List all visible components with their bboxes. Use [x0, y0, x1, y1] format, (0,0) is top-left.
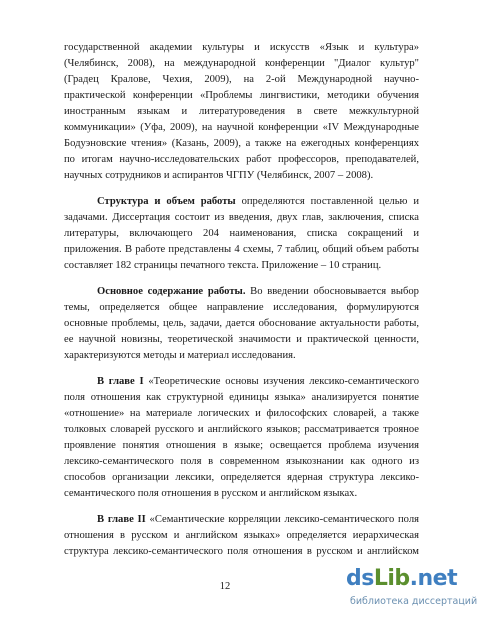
logo-lib: Lib [373, 566, 410, 591]
paragraph-lead: Структура и объем работы [97, 196, 236, 207]
text-line: приложения. В работе представлены 4 схемы, 7 таблиц, общий объем работы [64, 244, 419, 255]
text-line: проявление понятия отношения в языке; освещается проблема изучения [64, 440, 419, 451]
logo-ds: ds [346, 566, 374, 591]
text-line: государственной академии культуры и искусств «Язык и культура» [64, 42, 419, 53]
text-line: толковых словарей русского и английского языков; рассматривается трояное [64, 424, 419, 435]
paragraph-conferences [64, 40, 419, 184]
text-line: структура лексико-семантического поля отношения в русском и английском [64, 546, 419, 557]
text-line [64, 512, 419, 528]
text-line: характеризуются методы и материал исследования. [64, 350, 296, 361]
text-line: поля отношения как структурной единицы языка» анализируется понятие [64, 392, 419, 403]
text-line: литературы, включающего 204 наименования, списка сокращений и [64, 228, 419, 239]
text-line: иностранным языкам и литературоведения в свете межкультурной [64, 106, 419, 117]
text-line [64, 374, 419, 390]
dslib-logo [346, 565, 458, 593]
text-run: определяются поставленной целью и [235, 196, 419, 207]
text-line: (Челябинск, 2008), на международной конференции "Диалог культур" [64, 58, 419, 69]
text-line: темы, определяется общее направление исследования, формулируются [64, 302, 419, 313]
text-line: способов организации лексики, определяется ядерная структура лексико- [64, 472, 419, 483]
paragraph-main-content [64, 284, 419, 364]
text-line: по итогам научно-исследовательских работ профессоров, преподавателей, [64, 154, 419, 165]
paragraph-chapter-1 [64, 374, 419, 502]
text-line [64, 194, 419, 210]
text-line: основные проблемы, цель, задачи, дается обоснование актуальности работы, [64, 318, 419, 329]
text-run: «Семантические корреляции лексико-семантического поля [145, 514, 419, 525]
text-line: (Градец Кралове, Чехия, 2009), на 2-ой Международной научно- [64, 74, 419, 85]
paragraph-structure [64, 194, 419, 274]
text-line: Бодуэновские чтения» (Казань, 2009), а также на ежегодных конференциях [64, 138, 419, 149]
text-line [64, 284, 419, 300]
text-line: «отношение» на материале логических и философских словарей, а также [64, 408, 419, 419]
text-line: практической конференции «Проблемы лингвистики, методики обучения [64, 90, 419, 101]
text-line: коммуникации» (Уфа, 2009), на научной конференции «IV Международные [64, 122, 419, 133]
logo-net: .net [409, 566, 458, 591]
text-line: лексико-семантического поля в современном языкознании как одного из [64, 456, 419, 467]
text-line: научных сотрудников и аспирантов ЧГПУ (Челябинск, 2007 – 2008). [64, 170, 374, 181]
dslib-subtitle: библиотека диссертаций [350, 596, 477, 607]
text-run: «Теоретические основы изучения лексико-семантического [143, 376, 420, 387]
paragraph-lead: Основное содержание работы. [97, 286, 246, 297]
text-line: семантического поля отношения в русском и английском языках. [64, 488, 358, 499]
paragraph-lead: В главе II [97, 514, 146, 525]
text-line: ее научной новизны, теоретической значимости и практической ценности, [64, 334, 419, 345]
page-number: 12 [219, 581, 231, 592]
dslib-watermark[interactable] [346, 565, 477, 618]
body-text [64, 40, 419, 560]
paragraph-lead: В главе I [97, 376, 144, 387]
paragraph-chapter-2 [64, 512, 419, 560]
text-line: задачами. Диссертация состоит из введения, двух глав, заключения, списка [64, 212, 419, 223]
text-line: отношения в русском и английском языках» определяется иерархическая [64, 530, 419, 541]
text-line: составляет 182 страницы печатного текста. Приложение – 10 страниц. [64, 260, 382, 271]
text-run: Во введении обосновывается выбор [245, 286, 419, 297]
